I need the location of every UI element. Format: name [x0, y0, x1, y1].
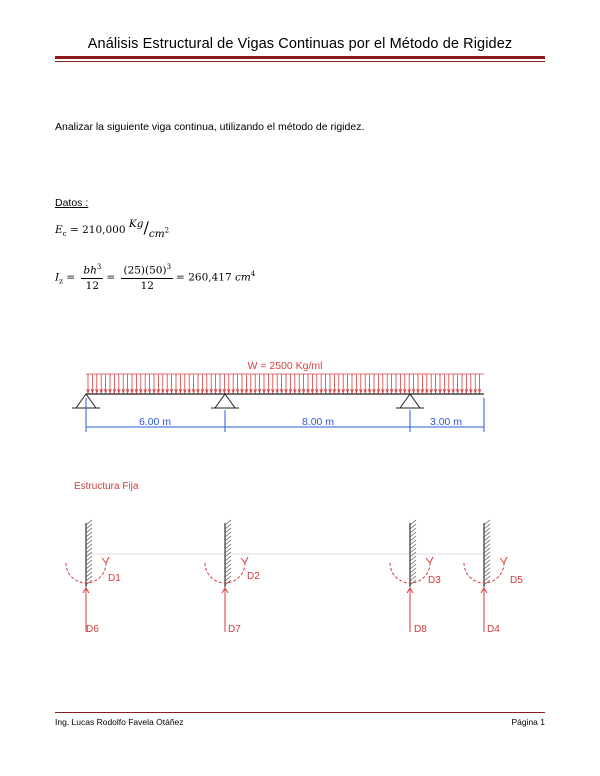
footer-rule — [55, 712, 545, 713]
span-2-label: 8.00 m — [301, 416, 335, 428]
iz-result: 260,417 — [188, 271, 232, 284]
dof-label-d8: D8 — [414, 624, 427, 635]
dof-label-d5: D5 — [510, 575, 523, 586]
dof-label-d1: D1 — [108, 573, 121, 584]
load-label: W = 2500 Kg/ml — [247, 360, 323, 372]
dof-label-d3: D3 — [428, 575, 441, 586]
ec-subscript: c — [62, 230, 67, 239]
iz-subscript: z — [59, 277, 63, 286]
iz-frac2-num: (25)(50) — [123, 264, 167, 277]
dof-label-d6: D6 — [86, 624, 99, 635]
footer-page-number: Página 1 — [511, 717, 545, 727]
iz-frac1-num: bh — [83, 264, 97, 277]
iz-frac2-exp: 3 — [166, 263, 172, 271]
header-rule-thick — [55, 56, 545, 59]
distributed-load — [87, 374, 481, 393]
document-title: Análisis Estructural de Vigas Continuas por el Método de Rigidez — [87, 36, 513, 52]
dof-label-d2: D2 — [247, 571, 260, 582]
ec-unit-den: cm — [148, 228, 165, 240]
support-3-icon — [396, 394, 424, 408]
datos-heading: Datos : — [55, 197, 89, 209]
iz-result-unit: cm — [234, 271, 251, 284]
support-2-icon — [211, 394, 239, 408]
ec-unit-exp: 2 — [164, 226, 170, 235]
header-rule-thin — [55, 61, 545, 62]
ec-equals: = — [69, 224, 79, 236]
iz-frac2-den: 12 — [140, 279, 154, 292]
dof-label-d7: D7 — [228, 624, 241, 635]
node-3-fixed-support — [390, 520, 433, 632]
span-1-label: 6.00 m — [138, 416, 172, 428]
beam-diagram — [0, 350, 600, 650]
footer-author: Ing. Lucas Rodolfo Favela Otáñez — [55, 717, 184, 727]
fixed-nodes — [66, 520, 507, 632]
iz-equals-1: = — [66, 271, 76, 284]
iz-equals-2: = — [106, 271, 116, 284]
node-1-fixed-support — [66, 520, 109, 632]
ec-symbol: E — [55, 224, 63, 236]
dof-label-d4: D4 — [487, 624, 500, 635]
node-2-fixed-support — [205, 520, 248, 632]
ec-equation: $E_c = 210,000$ $Kg/cm^2$ — [55, 218, 170, 240]
iz-fraction-1 — [81, 263, 103, 292]
ec-unit-num: Kg — [128, 218, 144, 230]
iz-frac1-exp: 3 — [96, 263, 102, 271]
iz-equation — [55, 263, 255, 292]
iz-fraction-2 — [121, 263, 173, 292]
iz-result-exp: 4 — [250, 269, 256, 278]
iz-frac1-den: 12 — [85, 279, 100, 292]
span-3-label: 3.00 m — [429, 416, 463, 428]
fixed-structure-label: Estructura Fija — [74, 481, 139, 492]
iz-equals-3: = — [176, 271, 185, 284]
node-4-fixed-support — [464, 520, 507, 632]
ec-value: 210,000 — [82, 224, 126, 236]
intro-text: Analizar la siguiente viga continua, utilizando el método de rigidez. — [55, 121, 365, 133]
iz-symbol: I — [55, 271, 60, 284]
